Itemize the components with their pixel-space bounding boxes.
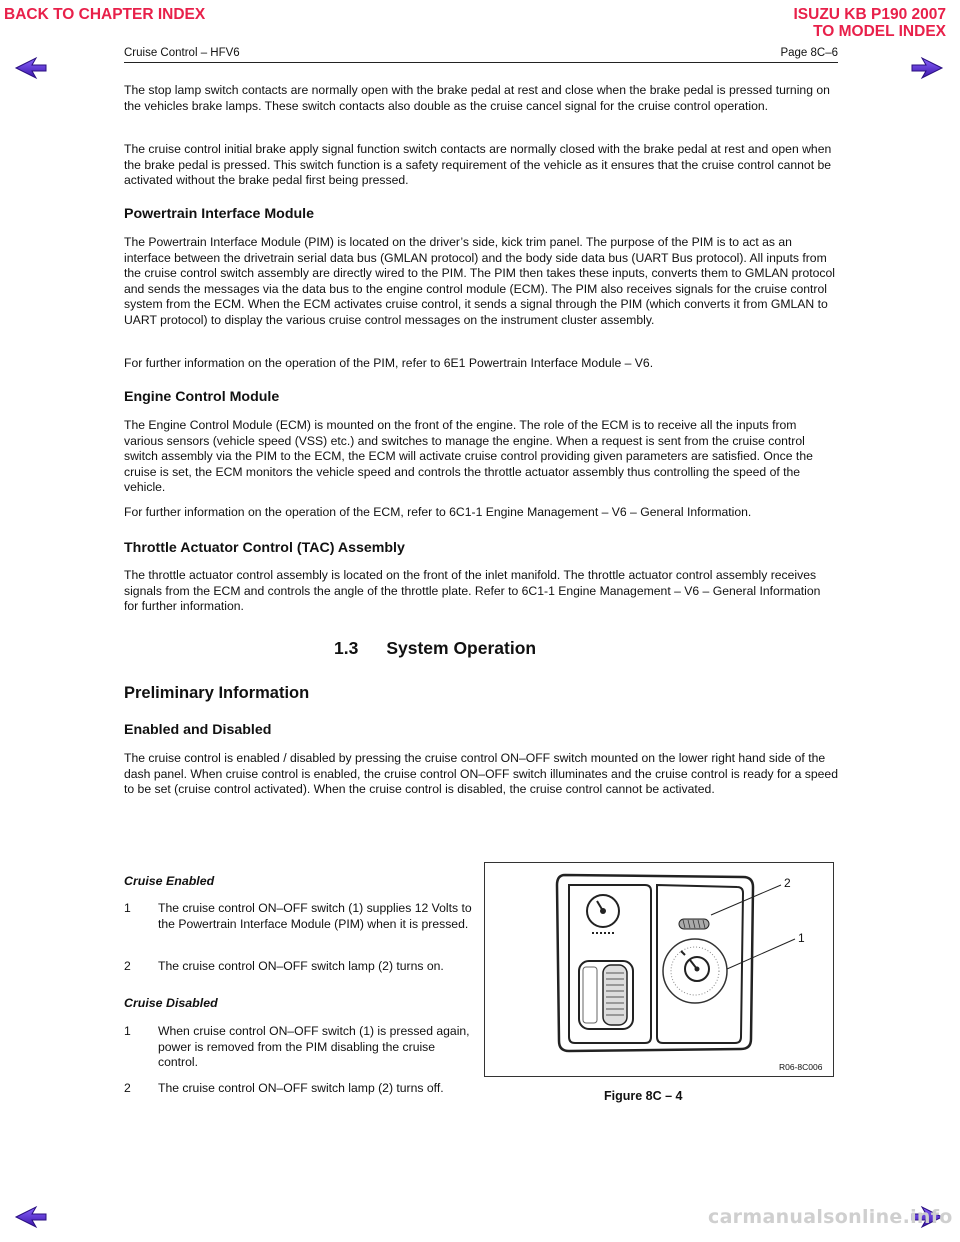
heading-preliminary-information: Preliminary Information — [124, 684, 310, 702]
paragraph-enabled-disabled: The cruise control is enabled / disabled by pressing the cruise control ON–OFF switch mounted on the lower right hand side of the dash panel. When cruise control is enabled, the cruise control ON–OFF switch illuminates and the cruise control is ready for a speed to be set (cruise control activated). When the cruise control is disabled, the cruise control cannot be activated. — [124, 751, 838, 797]
switch-panel-illustration — [485, 863, 833, 1076]
heading-cruise-enabled: Cruise Enabled — [124, 874, 215, 888]
left-arrow-icon[interactable] — [14, 1205, 48, 1229]
paragraph-pim-reference: For further information on the operation of the PIM, refer to 6E1 Powertrain Interface Module – V6. — [124, 356, 654, 370]
to-model-index-label: TO MODEL INDEX — [813, 23, 946, 40]
heading-enabled-disabled: Enabled and Disabled — [124, 722, 272, 738]
page-number: Page 8C–6 — [780, 47, 838, 59]
header-rule — [124, 62, 838, 63]
right-arrow-icon[interactable] — [910, 56, 944, 80]
list-item: 2 The cruise control ON–OFF switch lamp (2) turns on. — [124, 959, 444, 973]
heading-pim: Powertrain Interface Module — [124, 206, 314, 222]
paragraph-pim: The Powertrain Interface Module (PIM) is located on the driver’s side, kick trim panel. The purpose of the PIM is to act as an interface between the drivetrain serial data bus (GMLAN protocol) and the body side data bus (UART Bus protocol). All inputs from the cruise control switch assembly are directly wired to the PIM. The PIM then takes these inputs, converts them to GMLAN protocol and sends the messages via the data bus to the engine control module (ECM). The PIM also receives signals for the cruise control system from the ECM. When the ECM activates cruise control, it sends a signal through the PIM (which converts it from GMLAN to UART protocol) to display the various cruise control messages on the instrument cluster assembly. — [124, 235, 836, 327]
list-item: 1 The cruise control ON–OFF switch (1) supplies 12 Volts to the Powertrain Interface Module (PIM) when it is pressed. — [124, 901, 472, 931]
figure-cruise-switch-panel — [484, 862, 834, 1077]
model-title: ISUZU KB P190 2007 — [793, 6, 946, 23]
figure-caption: Figure 8C – 4 — [604, 1089, 683, 1103]
paragraph-brake-apply: The cruise control initial brake apply signal function switch contacts are normally closed with the brake pedal at rest and open when the brake pedal is pressed. This switch function is a safety requirement of the vehicle as it ensures that the cruise control cannot be activated without the brake pedal first being pressed. — [124, 142, 832, 188]
paragraph-ecm-reference: For further information on the operation of the ECM, refer to 6C1-1 Engine Management – V6 – General Information. — [124, 505, 752, 519]
left-arrow-icon[interactable] — [14, 56, 48, 80]
list-item: 2 The cruise control ON–OFF switch lamp (2) turns off. — [124, 1081, 444, 1095]
section-heading — [334, 638, 536, 659]
paragraph-tac: The throttle actuator control assembly is located on the front of the inlet manifold. The throttle actuator control assembly receives signals from the ECM and controls the angle of the throttle plate. Refer to 6C1-1 Engine Management – V6 – General Information for further information. — [124, 568, 821, 614]
model-index-link[interactable] — [794, 6, 947, 40]
back-to-chapter-index-link[interactable]: BACK TO CHAPTER INDEX — [4, 6, 206, 23]
section-title: System Operation — [386, 638, 537, 658]
heading-ecm: Engine Control Module — [124, 389, 280, 405]
callout-2: 2 — [784, 876, 791, 890]
running-header-title: Cruise Control – HFV6 — [124, 47, 240, 59]
paragraph-stop-lamp: The stop lamp switch contacts are normally open with the brake pedal at rest and close when the brake pedal is pressed turning on the vehicles brake lamps. These switch contacts also double as the cruise cancel signal for the cruise control operation. — [124, 83, 830, 113]
callout-1: 1 — [798, 931, 805, 945]
paragraph-ecm: The Engine Control Module (ECM) is mounted on the front of the engine. The role of the ECM is to receive all the inputs from various sensors (vehicle speed (VSS) etc.) and switches to manage the engine. When a request is sent from the cruise control switch assembly via the PIM to the ECM, the ECM will activate cruise control providing given parameters are satisfied. Once the cruise is set, the ECM monitors the vehicle speed and controls the throttle actuator assembly thus controlling the speed of the vehicle. — [124, 418, 813, 495]
figure-reference-code: R06-8C006 — [779, 1062, 823, 1072]
heading-cruise-disabled: Cruise Disabled — [124, 996, 218, 1010]
heading-tac: Throttle Actuator Control (TAC) Assembly — [124, 540, 405, 556]
watermark: carmanualsonline.info — [708, 1206, 953, 1228]
list-item: 1 When cruise control ON–OFF switch (1) is pressed again, power is removed from the PIM disabling the cruise control. — [124, 1024, 470, 1070]
section-number: 1.3 — [334, 638, 359, 658]
